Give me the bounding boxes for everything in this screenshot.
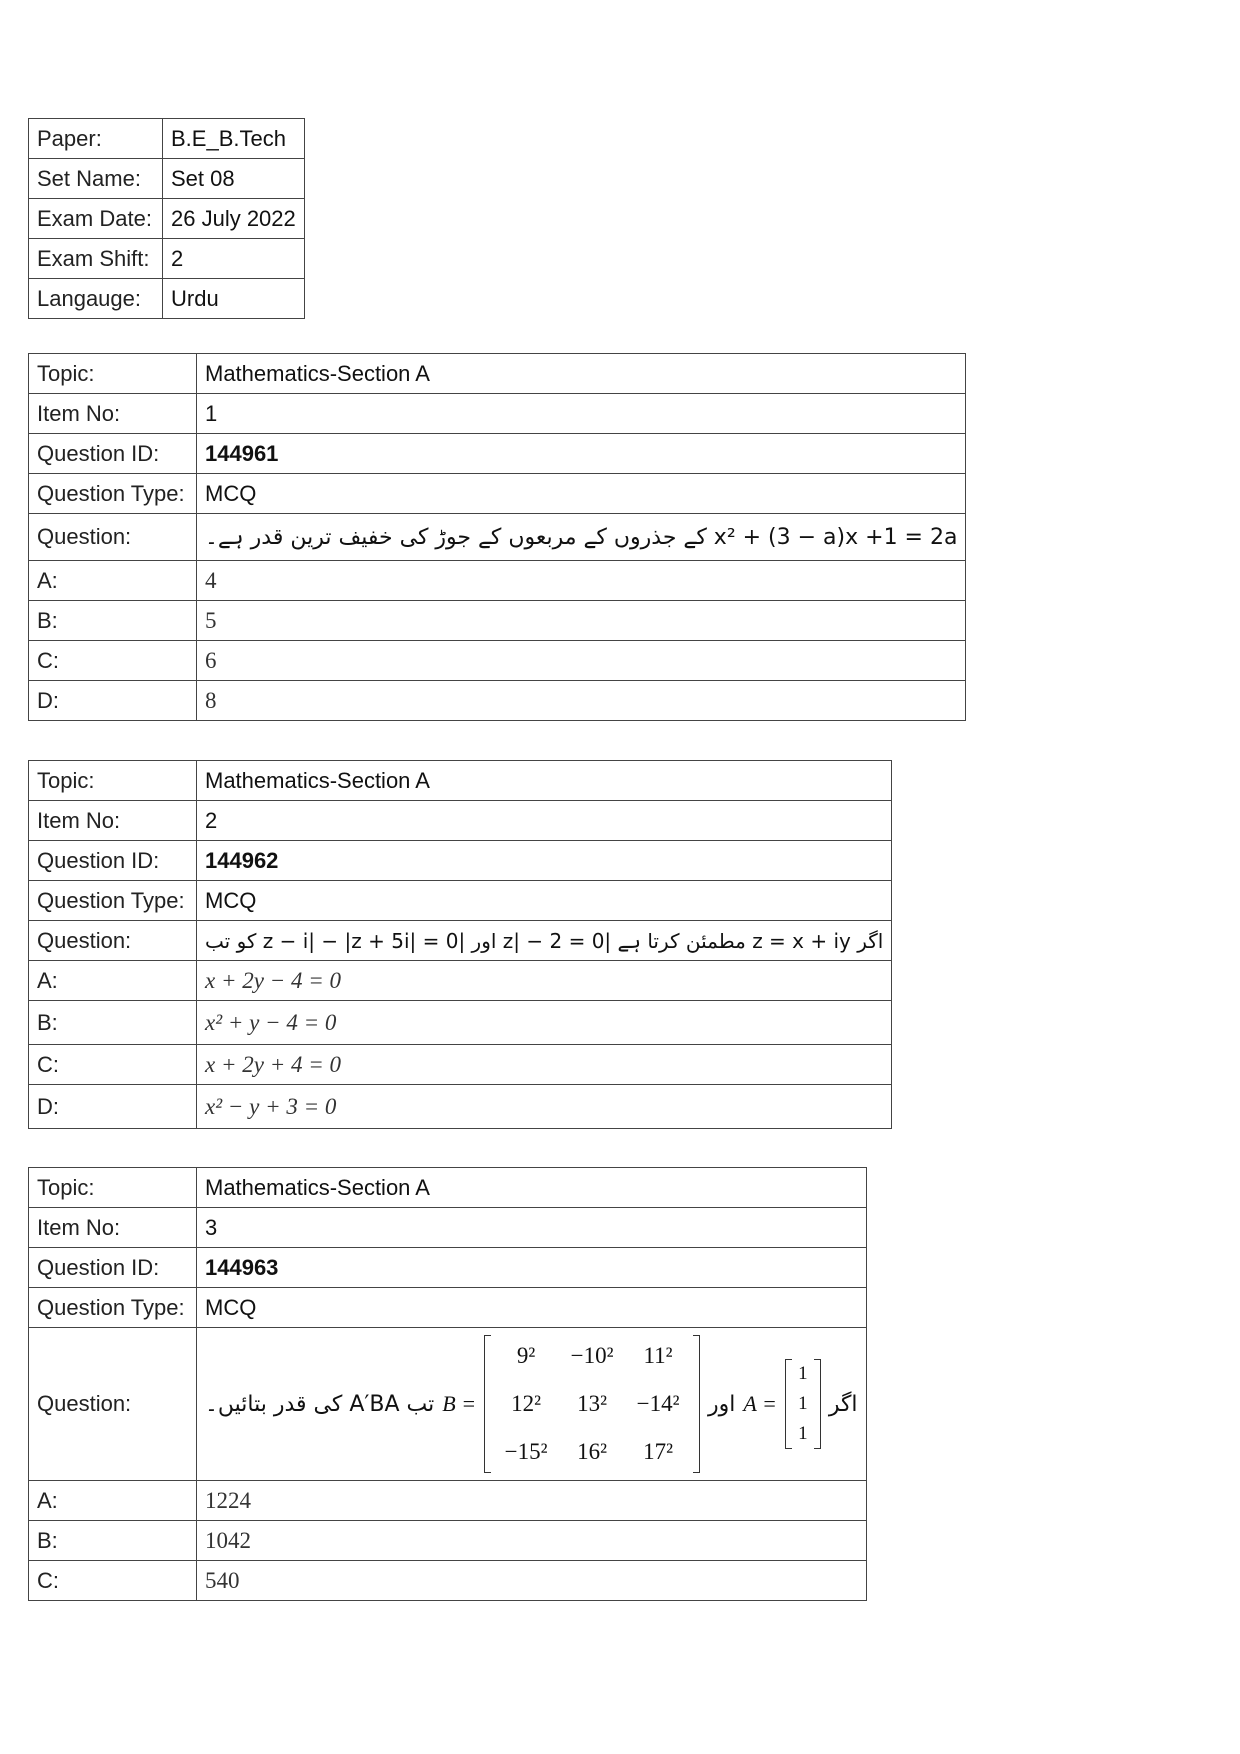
right-bracket (814, 1359, 821, 1449)
row-option-c (29, 641, 966, 681)
row-option-d (29, 1085, 892, 1129)
label-option-b: B: (29, 1001, 197, 1045)
matrix-cell: 12² (511, 1391, 541, 1416)
label-question-id: Question ID: (29, 434, 197, 474)
option-b-value: x² + y − 4 = 0 (197, 1001, 892, 1045)
row-question-id (29, 841, 892, 881)
question-id-value: 144962 (197, 841, 892, 881)
row-topic (29, 761, 892, 801)
label-question: Question: (29, 1328, 197, 1481)
matrix-cell: −14² (636, 1391, 680, 1416)
meta-value: Set 08 (163, 159, 305, 199)
label-option-a: A: (29, 961, 197, 1001)
meta-value: Urdu (163, 279, 305, 319)
question-type-value: MCQ (197, 474, 966, 514)
matrix-cell: 17² (643, 1439, 673, 1464)
row-question-type (29, 881, 892, 921)
meta-value: B.E_B.Tech (163, 119, 305, 159)
question-table-1 (28, 353, 966, 721)
label-option-d: D: (29, 681, 197, 721)
row-question-type (29, 1288, 867, 1328)
meta-label: Paper: (29, 119, 163, 159)
row-question (29, 1328, 867, 1481)
meta-row-exam-date (29, 199, 305, 239)
row-question (29, 514, 966, 561)
vector-cell: 1 (798, 1363, 808, 1384)
meta-row-exam-shift (29, 239, 305, 279)
row-option-a (29, 1481, 867, 1521)
label-question-type: Question Type: (29, 1288, 197, 1328)
option-b-value: 1042 (197, 1521, 867, 1561)
question-text: x² + (3 − a)x +1 = 2a کے جذروں کے مربعوں کے جوڑ کی خفیف ترین قدر ہے۔ (197, 514, 966, 561)
question-equation (205, 1335, 858, 1473)
option-a-value: x + 2y − 4 = 0 (197, 961, 892, 1001)
matrix-cell: 9² (516, 1343, 536, 1368)
vector-a (785, 1359, 821, 1449)
row-option-b (29, 1521, 867, 1561)
option-a-value: 1224 (197, 1481, 867, 1521)
label-question: Question: (29, 514, 197, 561)
label-option-c: C: (29, 641, 197, 681)
matrix-cell: −15² (504, 1439, 548, 1464)
vector-cell: 1 (798, 1393, 808, 1414)
row-item-no (29, 394, 966, 434)
label-option-c: C: (29, 1561, 197, 1601)
vector-a-label: A = (743, 1391, 777, 1416)
meta-label: Set Name: (29, 159, 163, 199)
label-item-no: Item No: (29, 801, 197, 841)
label-question-type: Question Type: (29, 474, 197, 514)
left-bracket (785, 1359, 792, 1449)
label-question-id: Question ID: (29, 841, 197, 881)
matrix-cell: −10² (570, 1343, 614, 1368)
label-option-b: B: (29, 1521, 197, 1561)
question-table-2 (28, 760, 892, 1129)
left-bracket (484, 1335, 491, 1473)
meta-label: Exam Date: (29, 199, 163, 239)
row-item-no (29, 1208, 867, 1248)
row-question (29, 921, 892, 961)
label-option-a: A: (29, 1481, 197, 1521)
row-option-d (29, 681, 966, 721)
question-connector: اور (708, 1391, 736, 1417)
option-a-value: 4 (197, 561, 966, 601)
label-topic: Topic: (29, 761, 197, 801)
matrix-b-label: B = (442, 1391, 477, 1416)
label-topic: Topic: (29, 354, 197, 394)
option-b-value: 5 (197, 601, 966, 641)
label-option-c: C: (29, 1045, 197, 1085)
matrix-cell: 16² (577, 1439, 607, 1464)
right-bracket (693, 1335, 700, 1473)
row-option-b (29, 601, 966, 641)
label-topic: Topic: (29, 1168, 197, 1208)
option-c-value: x + 2y + 4 = 0 (197, 1045, 892, 1085)
vector-cell: 1 (798, 1423, 808, 1444)
option-d-value: 8 (197, 681, 966, 721)
topic-value: Mathematics-Section A (197, 354, 966, 394)
matrix-cell: 11² (643, 1343, 673, 1368)
row-question-id (29, 434, 966, 474)
option-c-value: 540 (197, 1561, 867, 1601)
vector-a-grid (792, 1359, 814, 1449)
question-id-value: 144963 (197, 1248, 867, 1288)
topic-value: Mathematics-Section A (197, 761, 892, 801)
label-item-no: Item No: (29, 394, 197, 434)
item-no-value: 2 (197, 801, 892, 841)
option-c-value: 6 (197, 641, 966, 681)
row-option-c (29, 1045, 892, 1085)
meta-label: Exam Shift: (29, 239, 163, 279)
option-d-value: x² − y + 3 = 0 (197, 1085, 892, 1129)
item-no-value: 1 (197, 394, 966, 434)
row-topic (29, 354, 966, 394)
question-text: اگر z = x + iy مطمئن کرتا ہے |z| − 2 = 0 اور |z − i| − |z + 5i| = 0 کو تب (197, 921, 892, 961)
row-topic (29, 1168, 867, 1208)
row-option-a (29, 561, 966, 601)
item-no-value: 3 (197, 1208, 867, 1248)
label-item-no: Item No: (29, 1208, 197, 1248)
topic-value: Mathematics-Section A (197, 1168, 867, 1208)
label-question: Question: (29, 921, 197, 961)
exam-meta-table (28, 118, 305, 319)
row-question-type (29, 474, 966, 514)
question-prefix: اگر (828, 1391, 858, 1417)
meta-label: Langauge: (29, 279, 163, 319)
meta-row-paper (29, 119, 305, 159)
row-question-id (29, 1248, 867, 1288)
matrix-b-grid (491, 1335, 693, 1473)
row-option-b (29, 1001, 892, 1045)
label-option-a: A: (29, 561, 197, 601)
meta-row-set-name (29, 159, 305, 199)
question-id-value: 144961 (197, 434, 966, 474)
question-type-value: MCQ (197, 881, 892, 921)
question-type-value: MCQ (197, 1288, 867, 1328)
question-suffix: تب A′BA کی قدر بتائیں۔ (205, 1391, 435, 1417)
label-question-id: Question ID: (29, 1248, 197, 1288)
label-question-type: Question Type: (29, 881, 197, 921)
meta-value: 26 July 2022 (163, 199, 305, 239)
meta-value: 2 (163, 239, 305, 279)
matrix-cell: 13² (577, 1391, 607, 1416)
meta-row-language (29, 279, 305, 319)
label-option-d: D: (29, 1085, 197, 1129)
row-option-c (29, 1561, 867, 1601)
question-table-3 (28, 1167, 867, 1601)
row-option-a (29, 961, 892, 1001)
question-body (197, 1328, 867, 1481)
matrix-b (484, 1335, 700, 1473)
row-item-no (29, 801, 892, 841)
label-option-b: B: (29, 601, 197, 641)
